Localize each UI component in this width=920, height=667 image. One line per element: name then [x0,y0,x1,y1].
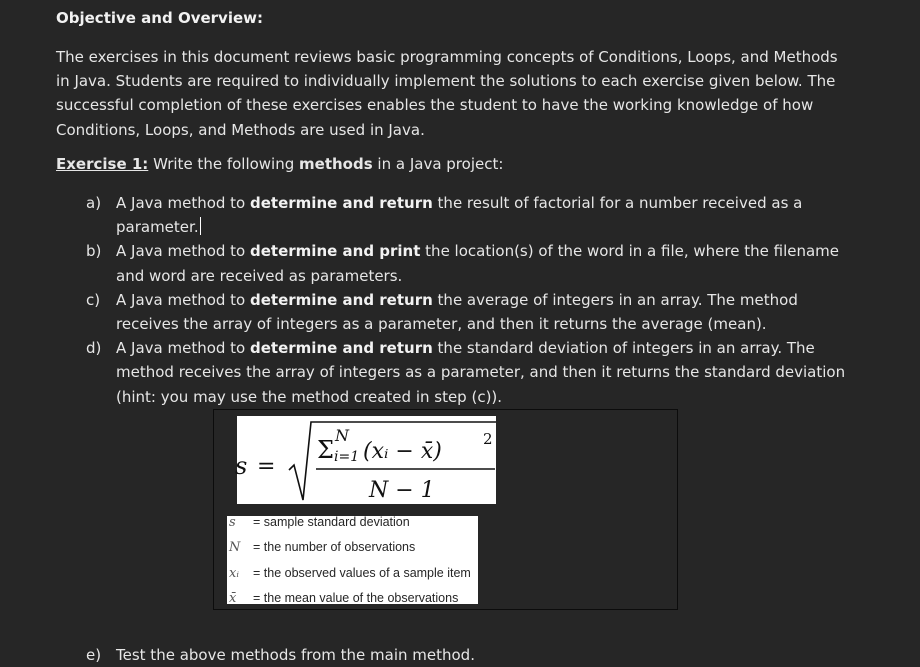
list-marker: d) [86,339,102,358]
item-text: A Java method to [116,339,251,358]
legend-symbol: x̄ [229,591,237,606]
section-heading: Objective and Overview: [56,9,263,27]
formula-legend [227,516,478,604]
sum-symbol: Σ [317,436,334,464]
item-bold-text: determine and print [250,242,421,261]
legend-row [229,566,471,581]
std-dev-formula-image [237,416,496,504]
exercise-bold-word: methods [299,155,373,173]
item-text: parameter. [116,218,199,237]
list-item-d [86,336,866,409]
list-item-a [86,191,866,239]
legend-text: = the mean value of the observations [253,591,459,605]
legend-text: = the observed values of a sample item [253,566,471,580]
text-cursor [200,217,201,235]
exercise-label: Exercise 1: [56,155,149,173]
list-item-e [86,646,475,664]
item-text: the average of integers in an array. The method [432,290,798,309]
list-item-b [86,239,866,287]
list-marker: b) [86,242,102,261]
exercise-text-after: in a Java project: [372,155,504,173]
item-text: (hint: you may use the method created in step (c)). [116,387,503,406]
denominator: N − 1 [369,478,435,503]
legend-text: = sample standard deviation [253,515,410,529]
list-marker: a) [86,194,102,212]
item-text: method receives the array of integers as a parameter, and then it returns the standard deviation [116,363,846,382]
intro-line: in Java. Students are required to individually implement the solutions to each exercise given below. The [56,72,836,91]
legend-row [229,515,410,530]
item-text: A Java method to [116,290,251,309]
legend-symbol: N [229,540,241,555]
sum-upper-limit: N [335,426,349,445]
item-bold-text: determine and return [250,339,433,358]
item-text: the standard deviation of integers in an array. The [432,339,815,358]
method-list [86,191,866,409]
list-marker: e) [86,646,102,664]
intro-paragraph [56,45,856,142]
intro-line: The exercises in this document reviews basic programming concepts of Conditions, Loops, and Methods [56,48,838,66]
item-text: the location(s) of the word in a file, where the filename [420,242,839,261]
legend-row [229,591,458,606]
legend-row [229,540,415,555]
numerator-term: (xᵢ − x̄) [363,439,442,464]
list-marker: c) [86,290,101,309]
exercise-title [56,155,503,173]
item-text: the result of factorial for a number received as a [432,194,803,212]
formula-equals: = [257,454,276,479]
exponent: 2 [483,430,493,448]
list-item-c [86,288,866,336]
legend-text: = the number of observations [253,540,416,554]
legend-symbol: s [229,515,236,530]
exercise-text-before: Write the following [148,155,300,173]
formula-lhs: s [235,452,248,480]
item-bold-text: determine and return [250,290,433,309]
item-text: A Java method to [116,194,251,212]
intro-line: successful completion of these exercises enables the student to have the working knowledge of how [56,96,814,115]
item-text: A Java method to [116,242,251,261]
sum-lower-limit: i=1 [334,449,360,465]
legend-symbol: xᵢ [229,566,239,581]
item-bold-text: determine and return [250,194,433,212]
intro-line: Conditions, Loops, and Methods are used in Java. [56,120,425,139]
item-text: and word are received as parameters. [116,266,403,285]
std-dev-formula [237,416,496,504]
item-text: Test the above methods from the main method. [116,646,475,664]
item-text: receives the array of integers as a parameter, and then it returns the average (mean). [116,315,767,334]
